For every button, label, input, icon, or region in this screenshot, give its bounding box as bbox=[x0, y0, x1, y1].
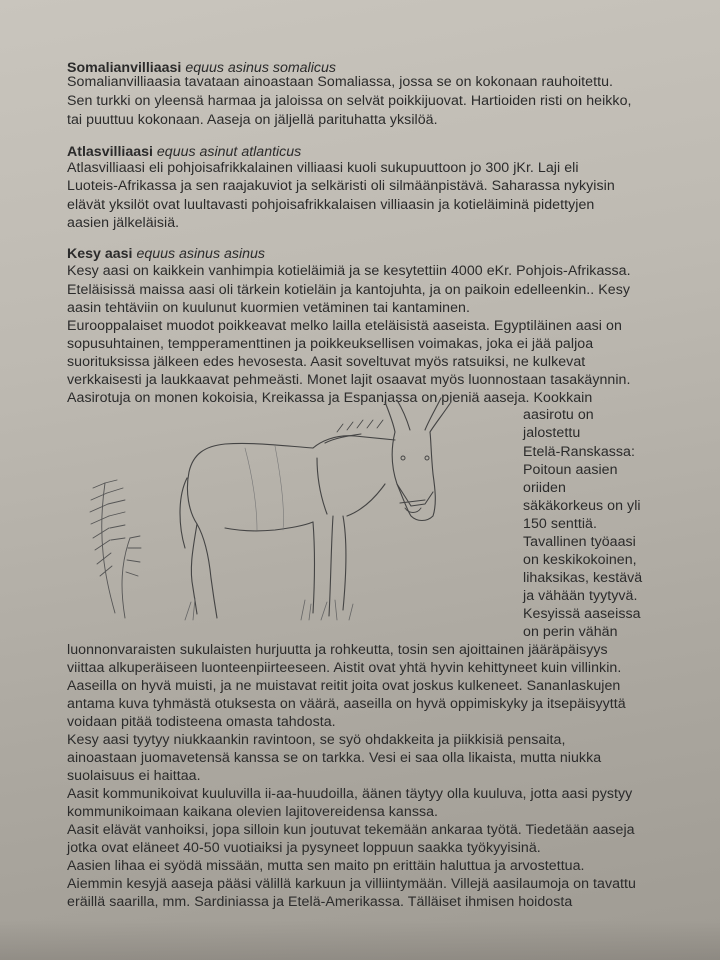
side-text-line: ja vähään tyytyvä. bbox=[523, 588, 638, 604]
text-line: viittaa alkuperäiseen luonteenpiirteeseen. Aistit ovat yhtä hyvin kehittyneet kuin villinkin. bbox=[67, 660, 622, 676]
text-line: Atlasvilliaasi eli pohjoisafrikkalainen villiaasi kuoli sukupuuttoon jo 300 jKr. Laji eli bbox=[67, 160, 579, 176]
side-text-line: oriiden bbox=[523, 480, 566, 496]
side-text-line: on keskikokoinen, bbox=[523, 552, 637, 568]
text-line: Kesy aasi tyytyy niukkaankin ravintoon, se syö ohdakkeita ja piikkisiä pensaita, bbox=[67, 732, 566, 748]
heading-name: Kesy aasi bbox=[67, 246, 133, 262]
text-line: verkkaisesti ja laukkaavat pehmeästi. Monet lajit osaavat myös luonnostaan tasakäynnin. bbox=[67, 372, 631, 388]
heading-latin-name: equus asinus somalicus bbox=[185, 60, 336, 76]
fern-sketch bbox=[90, 480, 141, 618]
text-line: Aaseilla on hyvä muisti, ja ne muistavat reitit joita ovat joskus kulkeneet. Sananlaskujen bbox=[67, 678, 621, 694]
text-line: Eteläisissä maissa aasi oli tärkein kotieläin ja kantojuhta, ja on paikoin edelleenkin.. Kesy bbox=[67, 282, 631, 298]
text-line: Aiemmin kesyjä aaseja pääsi välillä karkuun ja villiintymään. Villejä aasilaumoja on tavattu bbox=[67, 876, 636, 892]
side-text-line: Tavallinen työaasi bbox=[523, 534, 636, 550]
text-line: Aasien lihaa ei syödä missään, mutta sen maito pn erittäin haluttua ja arvostettua. bbox=[67, 858, 585, 874]
text-line: antama kuva tyhmästä otuksesta on väärä, aaseilla on hyvä oppimiskyky ja itsepäisyyttä bbox=[67, 696, 626, 712]
text-line: tai puuttuu kokonaan. Aaseja on jäljellä parituhatta yksilöä. bbox=[67, 112, 438, 128]
heading-name: Somalianvilliaasi bbox=[67, 60, 182, 76]
heading-latin-name: equus asinut atlanticus bbox=[156, 144, 302, 160]
text-line: suolaisuus ei haittaa. bbox=[67, 768, 201, 784]
section-heading-kesy-aasi bbox=[67, 245, 265, 263]
side-text-line: on perin vähän bbox=[523, 624, 618, 640]
text-line: Eurooppalaiset muodot poikkeavat melko lailla eteläisistä aaseista. Egyptiläinen aasi on bbox=[67, 318, 622, 334]
side-text-line: Poitoun aasien bbox=[523, 462, 618, 478]
text-line: voidaan pitää todisteena omasta tahdosta. bbox=[67, 714, 336, 730]
text-line: Sen turkki on yleensä harmaa ja jaloissa on selvät poikkijuovat. Hartioiden risti on heikko, bbox=[67, 93, 632, 109]
text-line: eräillä saarilla, mm. Sardiniassa ja Etelä-Amerikassa. Tälläiset ihmisen hoidosta bbox=[67, 894, 573, 910]
donkey-drawing bbox=[85, 388, 485, 630]
donkey-body bbox=[180, 398, 451, 618]
text-line: aasin tehtäviin on kuulunut kuormien vetäminen tai kantaminen. bbox=[67, 300, 470, 316]
text-line: Luoteis-Afrikassa ja sen raajakuviot ja selkäristi oli silmäänpistävä. Saharassa nykyisin bbox=[67, 178, 615, 194]
text-line: Somalianvilliaasia tavataan ainoastaan Somaliassa, jossa se on kokonaan rauhoitettu. bbox=[67, 74, 614, 90]
side-text-line: lihaksikas, kestävä bbox=[523, 570, 643, 586]
text-line: ainoastaan juomavetensä kanssa se on tarkka. Vesi ei saa olla likaista, mutta niukka bbox=[67, 750, 602, 766]
side-text-line: säkäkorkeus on yli bbox=[523, 498, 641, 514]
side-text-line: jalostettu bbox=[523, 425, 581, 441]
text-line: Aasit elävät vanhoiksi, jopa silloin kun joutuvat tekemään ankaraa työtä. Tiedetään aaseja bbox=[67, 822, 635, 838]
text-line: luonnonvaraisten sukulaisten hurjuutta ja rohkeutta, tosin sen ajoittainen jääräpäisyys bbox=[67, 642, 608, 658]
side-text-line: Etelä-Ranskassa: bbox=[523, 444, 635, 460]
text-line: Aasirotuja on monen kokoisia, Kreikassa ja Espanjassa on pieniä aaseja. Kookkain bbox=[67, 390, 593, 406]
text-line: sopusuhtainen, tempperamenttinen ja poikkeuksellisen voimakas, joka ei jää paljoa bbox=[67, 336, 594, 352]
heading-name: Atlasvilliaasi bbox=[67, 144, 153, 160]
text-line: kommunikoimaan kaikana olevien lajitovereidensa kanssa. bbox=[67, 804, 439, 820]
side-text-line: Kesyissä aaseissa bbox=[523, 606, 641, 622]
text-line: suorituksissa jälkeen edes hevosesta. Aasit soveltuvat myös ratsuiksi, ne kulkevat bbox=[67, 354, 586, 370]
side-text-line: 150 senttiä. bbox=[523, 516, 597, 532]
text-line: jotka ovat eläneet 40-50 vuotiaiksi ja pysyneet loppuun saakka työkyyisinä. bbox=[67, 840, 541, 856]
side-text-line: aasirotu on bbox=[523, 407, 594, 423]
grass-sketch bbox=[185, 598, 353, 620]
text-line: Aasit kommunikoivat kuuluvilla ii-aa-huudoilla, äänen täytyy olla kuuluva, jotta aasi pystyy bbox=[67, 786, 633, 802]
text-line: aasien jälkeläisiä. bbox=[67, 215, 180, 231]
text-line: Kesy aasi on kaikkein vanhimpia kotieläimiä ja se kesytettiin 4000 eKr. Pohjois-Afrikassa. bbox=[67, 263, 631, 279]
page-bottom-shadow bbox=[0, 920, 720, 960]
text-line: elävät yksilöt ovat luultavasti pohjoisafrikkalaisen villiaasin ja kotieläiminä pidettyjen bbox=[67, 197, 595, 213]
heading-latin-name: equus asinus asinus bbox=[136, 246, 265, 262]
